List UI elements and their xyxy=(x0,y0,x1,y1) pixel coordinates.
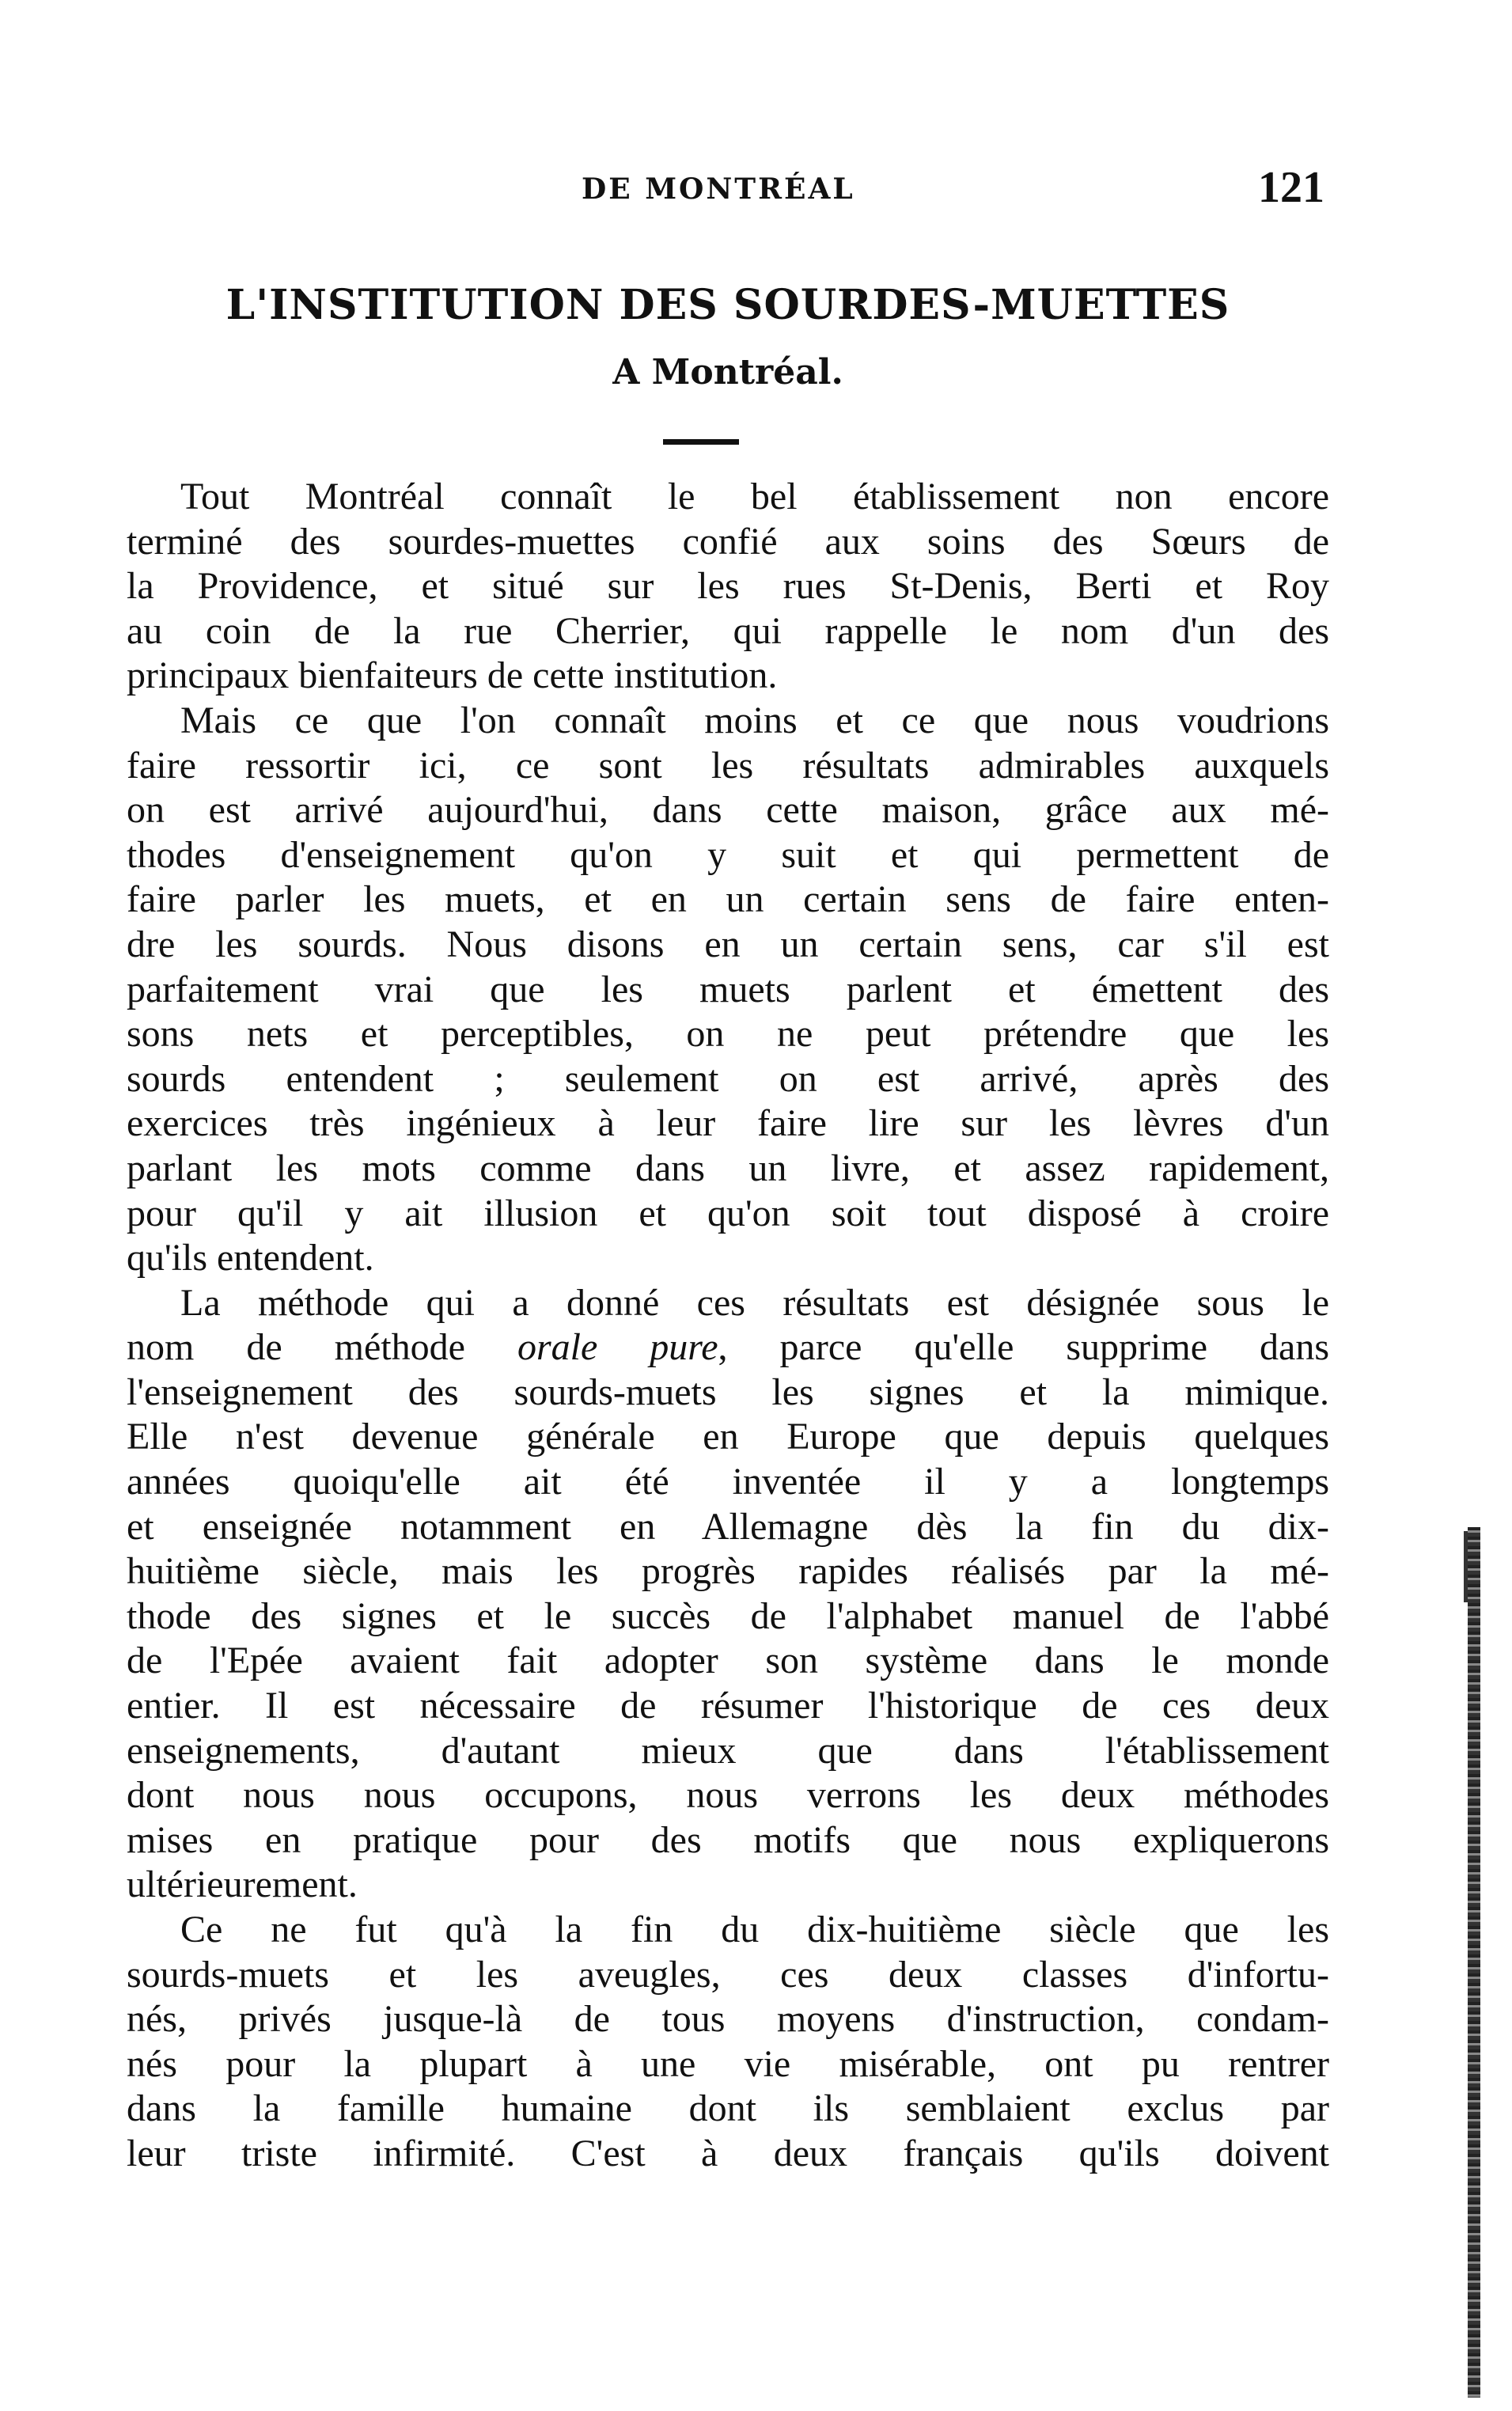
text-line: entier. Il est nécessaire de résumer l'historique de ces deux xyxy=(127,1685,1329,1727)
text-line: qu'ils entendent. xyxy=(127,1237,374,1279)
body-text xyxy=(127,475,1329,2177)
text-line: enseignements, d'autant mieux que dans l'établissement xyxy=(127,1729,1329,1772)
scan-edge-strip xyxy=(1468,1527,1480,2398)
text-line: thodes d'enseignement qu'on y suit et qui permettent de xyxy=(127,833,1329,876)
text-line: l'enseignement des sourds-muets les signes et la mimique. xyxy=(127,1370,1329,1413)
emphasized-term: orale pure xyxy=(517,1326,718,1369)
text-line: sons nets et perceptibles, on ne peut prétendre que les xyxy=(127,1013,1329,1056)
text-line: on est arrivé aujourd'hui, dans cette maison, grâce aux mé- xyxy=(127,789,1329,832)
text-line: huitième siècle, mais les progrès rapides réalisés par la mé- xyxy=(127,1550,1329,1593)
text-line: parlant les mots comme dans un livre, et assez rapidement, xyxy=(127,1147,1329,1189)
text-line: et enseignée notamment en Allemagne dès la fin du dix- xyxy=(127,1505,1329,1548)
article-title: L'INSTITUTION DES SOURDES-MUETTES xyxy=(225,281,1230,329)
text-line: Elle n'est devenue générale en Europe que depuis quelques xyxy=(127,1416,1329,1458)
text-line: parfaitement vrai que les muets parlent et émettent des xyxy=(127,968,1329,1010)
page-number: 121 xyxy=(1258,163,1324,212)
text-line: La méthode qui a donné ces résultats est désignée sous le xyxy=(180,1281,1329,1324)
text-line: années quoiqu'elle ait été inventée il y a longtemps xyxy=(127,1461,1329,1503)
text-line: Ce ne fut qu'à la fin du dix-huitième siècle que les xyxy=(180,1909,1329,1950)
text-line: sourds entendent ; seulement on est arrivé, après des xyxy=(127,1057,1329,1100)
text-line: dont nous nous occupons, nous verrons les deux méthodes xyxy=(127,1774,1329,1817)
text-line: mises en pratique pour des motifs que nous expliquerons xyxy=(127,1818,1329,1861)
text-line: Mais ce que l'on connaît moins et ce que nous voudrions xyxy=(180,699,1329,741)
text-line: exercices très ingénieux à leur faire lire sur les lèvres d'un xyxy=(127,1102,1329,1145)
text-line: au coin de la rue Cherrier, qui rappelle le nom d'un des xyxy=(127,609,1329,652)
running-head: DE MONTRÉAL xyxy=(582,172,855,206)
text-line: dans la famille humaine dont ils semblaient exclus par xyxy=(127,2087,1329,2130)
text-line: pour qu'il y ait illusion et qu'on soit tout disposé à croire xyxy=(127,1192,1329,1234)
text-line: nés pour la plupart à une vie misérable, ont pu rentrer xyxy=(127,2042,1329,2085)
article-subtitle: A Montréal. xyxy=(612,352,843,392)
text-line: faire parler les muets, et en un certain sens de faire enten- xyxy=(127,878,1329,921)
text-line: sourds-muets et les aveugles, ces deux classes d'infortu- xyxy=(127,1953,1329,1996)
text-line: dre les sourds. Nous disons en un certain sens, car s'il est xyxy=(127,923,1329,965)
text-line: thode des signes et le succès de l'alphabet manuel de l'abbé xyxy=(127,1594,1329,1637)
text-line: faire ressortir ici, ce sont les résultats admirables auxquels xyxy=(127,744,1329,787)
text-line: terminé des sourdes-muettes confié aux soins des Sœurs de xyxy=(127,520,1329,563)
text-line: principaux bienfaiteurs de cette institution. xyxy=(127,654,778,697)
text-line: leur triste infirmité. C'est à deux français qu'ils doivent xyxy=(127,2132,1329,2174)
text-line: Tout Montréal connaît le bel établissement non encore xyxy=(180,476,1329,517)
text-line: ultérieurement. xyxy=(127,1863,358,1906)
text-line: nés, privés jusque-là de tous moyens d'instruction, condam- xyxy=(127,1998,1329,2041)
text-line: de l'Epée avaient fait adopter son système dans le monde xyxy=(127,1640,1329,1682)
title-divider xyxy=(663,439,739,445)
text-line: nom de méthode orale pure, parce qu'elle supprime dans xyxy=(127,1326,1329,1369)
text-line: la Providence, et situé sur les rues St-Denis, Berti et Roy xyxy=(127,565,1329,608)
